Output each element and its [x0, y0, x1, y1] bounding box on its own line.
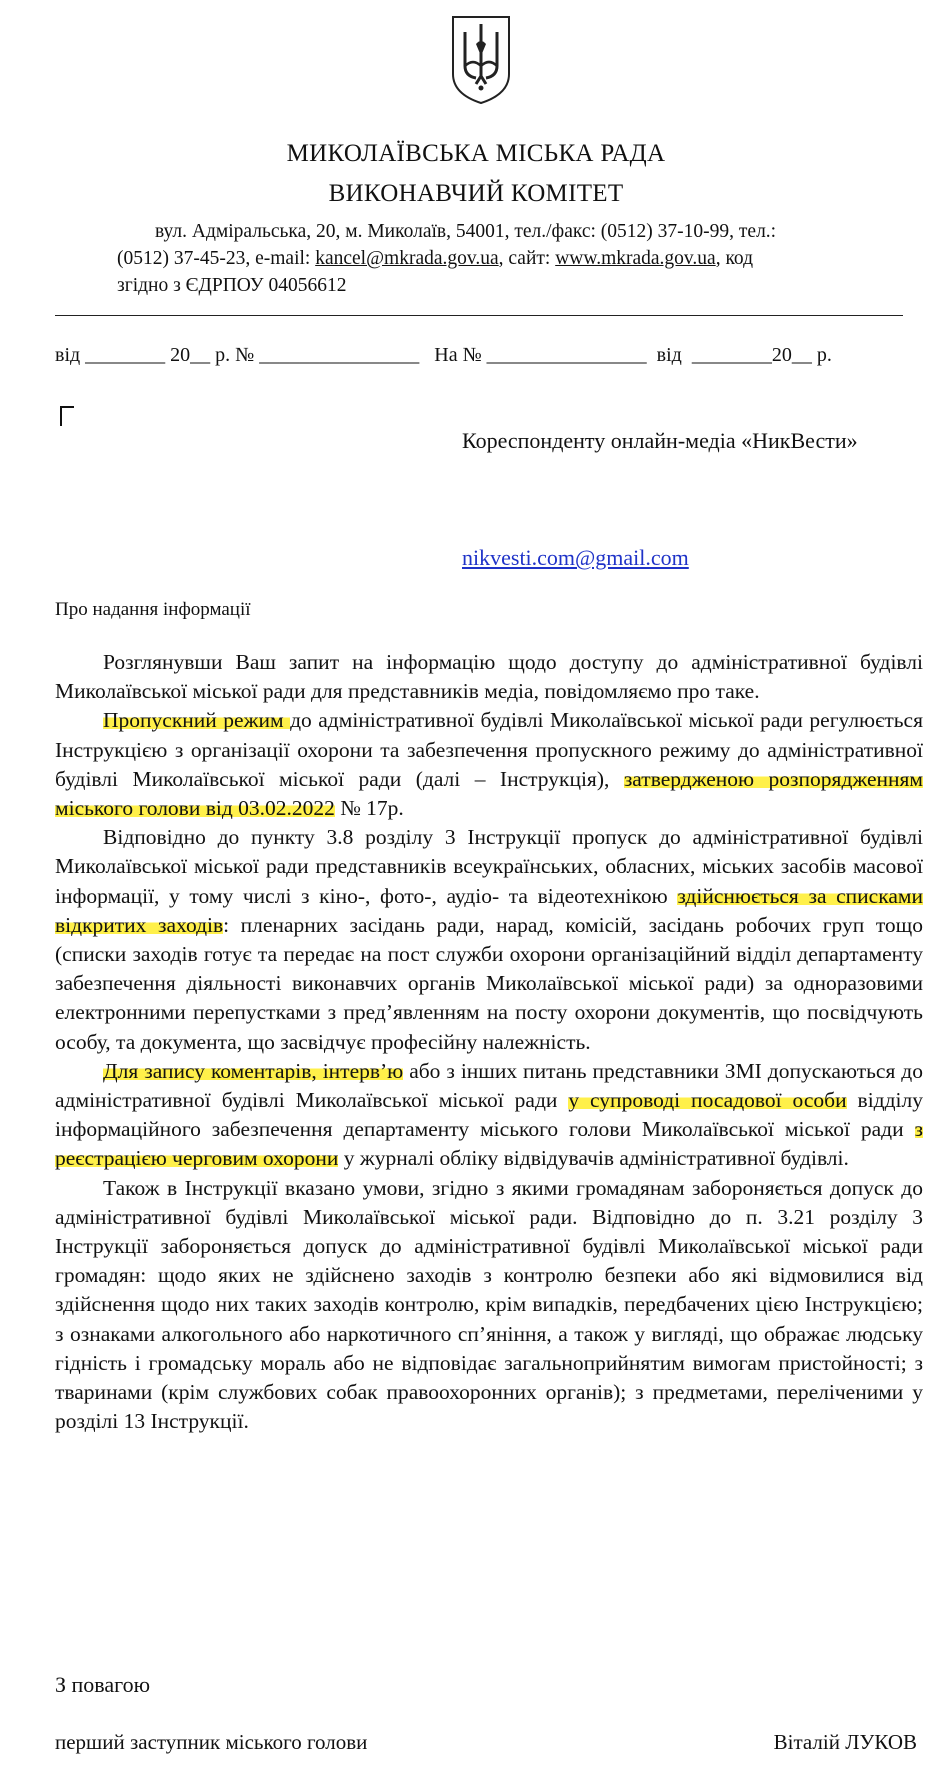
paragraph-5: Також в Інструкції вказано умови, згідно з якими громадянам забороняється допуск до адміністративної будівлі Миколаївської міської ради. Відповідно до п. 3.21 розділу 3 Інструкції забороняється допуск до адміністративної будівлі Миколаївської міської ради громадян: щодо яких не здійснено заходів з контролю безпеки або які відмовилися від здійснення щодо них таких заходів контролю, крім випадків, передбачених цією Інструкцією; з ознаками алкогольного або наркотичного сп’яніння, а також у вигляді, що ображає людську гідність і громадську мораль або не відповідає загальноприйнятим вимогам пристойності; з тваринами (крім службових собак правоохоронних органів); з предметами, переліченими у розділі 13 Інструкції. [55, 1175, 923, 1434]
address-line-2 [117, 245, 877, 272]
address-line-1: вул. Адміральська, 20, м. Миколаїв, 54001, тел./факс: (0512) 37-10-99, тел.: [155, 221, 777, 242]
highlight: Для запису коментарів, інтерв’ю [103, 1058, 404, 1083]
signer-title: перший заступник міського голови [55, 1730, 368, 1754]
addressee-email-link[interactable]: nikvesti.com@gmail.com [462, 545, 689, 570]
paragraph-2 [55, 706, 923, 823]
org-name: МИКОЛАЇВСЬКА МІСЬКА РАДА [286, 140, 666, 167]
address-corner-mark [60, 406, 74, 426]
address-line-3: згідно з ЄДРПОУ 04056612 [117, 275, 347, 296]
address-phone: (0512) 37-45-23, e-mail: [117, 248, 316, 269]
dept-name: ВИКОНАВЧИЙ КОМІТЕТ [328, 180, 624, 207]
paragraph-text: : пленарних засідань ради, нарад, комісій, засідань робочих груп тощо (списки заходів готує та передає на пост служби охорони організаційний відділ департаменту забезпечення діяльності виконавчих органів Миколаївської міської ради) за одноразовими електронними перепустками з пред’явленням на посту охорони документів, що посвідчують особу, та документа, що засвідчує професійну належність. [55, 912, 923, 1054]
highlight: Пропускний режим [103, 708, 291, 733]
reference-line: від ________ 20__ р. № ________________ На № ________________ від ________20__ р. [55, 344, 832, 366]
trident-coat-of-arms-icon [450, 14, 512, 106]
paragraph-text: у журналі обліку відвідувачів адміністративної будівлі. [338, 1146, 849, 1171]
paragraph-3 [55, 823, 923, 1057]
highlight: у супроводі посадової особи [568, 1088, 847, 1113]
paragraph-text: до адміністративної будівлі Миколаївської міської ради регулюється Інструкцією з організації охорони та забезпечення пропускного режиму до адміністративної будівлі Миколаївської міської ради (далі – Інструкція), [55, 708, 923, 791]
org-address [117, 218, 877, 299]
org-email-link[interactable]: kancel@mkrada.gov.ua [315, 248, 499, 269]
org-site-link[interactable]: www.mkrada.gov.ua [555, 248, 716, 269]
address-code-label: , код [715, 248, 754, 269]
paragraph-4 [55, 1057, 923, 1174]
closing: З повагою [55, 1672, 151, 1697]
paragraph-text: № 17р. [334, 796, 404, 821]
address-site-label: , сайт: [498, 248, 556, 269]
letter-subject: Про надання інформації [55, 599, 251, 620]
paragraph-text: відділу інформаційного забезпечення департаменту міського голови Миколаївської міської ради [55, 1088, 923, 1142]
highlight: здійснюється за списками відкритих заходів [55, 883, 923, 937]
header-divider [55, 315, 903, 316]
paragraph-text: Відповідно до пункту 3.8 розділу 3 Інструкції пропуск до адміністративної будівлі Миколаївської міської ради представників всеукраїнських, обласних, міських засобів масової інформації, у тому числі з кіно-, фото-, аудіо- та відеотехнікою [55, 825, 923, 908]
highlight: з реєстрацією черговим охорони [55, 1117, 923, 1171]
paragraph-1: Розглянувши Ваш запит на інформацію щодо доступу до адміністративної будівлі Миколаївської міської ради для представників медіа, повідомляємо про таке. [55, 650, 923, 704]
addressee: Кореспонденту онлайн-медіа «НикВести» [462, 428, 858, 453]
signer-name: Віталій ЛУКОВ [773, 1730, 917, 1754]
highlight: затвердженою розпорядженням міського голови від 03.02.2022 [55, 766, 923, 821]
signature-block [55, 1730, 917, 1755]
letter-body [55, 648, 923, 1436]
paragraph-text: або з інших питань представники ЗМІ допускаються до адміністративної будівлі Миколаївської міської ради [55, 1058, 923, 1113]
